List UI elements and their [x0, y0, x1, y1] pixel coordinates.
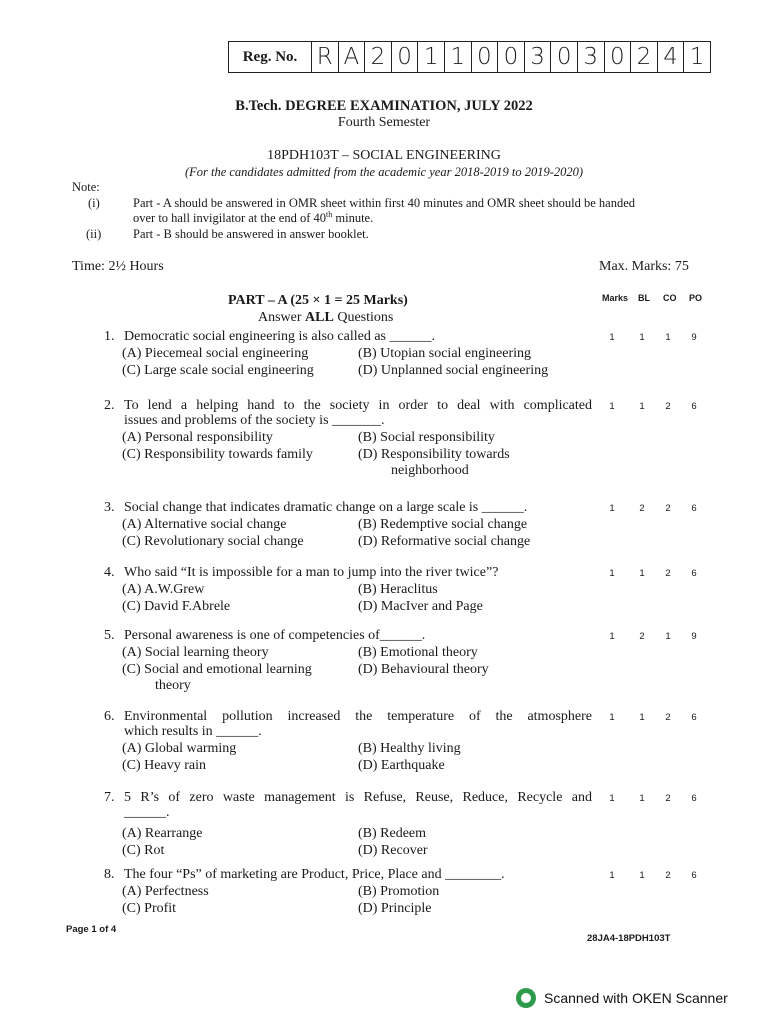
option-d: (D) Earthquake — [358, 758, 445, 773]
note-1-num: (i) — [88, 196, 100, 210]
paper-code: 28JA4-18PDH103T — [587, 933, 671, 944]
marks-value: 1 — [609, 631, 615, 642]
bl-value: 1 — [639, 870, 645, 881]
page-number: Page 1 of 4 — [66, 924, 117, 935]
po-value: 6 — [691, 870, 697, 881]
question-number: 3. — [104, 500, 115, 515]
co-value: 2 — [665, 401, 671, 412]
question-text: Social change that indicates dramatic change on a large scale is ______. — [124, 500, 528, 515]
question-text: Personal awareness is one of competencies of______. — [124, 628, 426, 643]
po-value: 6 — [691, 401, 697, 412]
scanner-prefix: Scanned with — [544, 990, 629, 1006]
bl-value: 1 — [639, 332, 645, 343]
option-c: (C) Profit — [122, 901, 177, 916]
note-label: Note: — [72, 180, 100, 194]
reg-char: 3 — [578, 42, 605, 72]
course-title: 18PDH103T – SOCIAL ENGINEERING — [267, 148, 501, 163]
question-text: Environmental pollution increased the temperature of the atmosphere — [124, 709, 592, 724]
option-d: (D) Principle — [358, 901, 432, 916]
option-a: (A) Alternative social change — [122, 517, 287, 532]
question-number: 7. — [104, 790, 115, 805]
co-value: 2 — [665, 793, 671, 804]
co-value: 1 — [665, 332, 671, 343]
option-a: (A) A.W.Grew — [122, 582, 205, 597]
option-d: (D) Reformative social change — [358, 534, 531, 549]
question-number: 8. — [104, 867, 115, 882]
question-text: issues and problems of the society is _______. — [124, 413, 385, 428]
question-text: which results in ______. — [124, 724, 262, 739]
bl-value: 1 — [639, 401, 645, 412]
co-value: 2 — [665, 503, 671, 514]
option-b: (B) Heraclitus — [358, 582, 438, 597]
option-d-cont: neighborhood — [391, 463, 469, 478]
marks-value: 1 — [609, 503, 615, 514]
scanner-brand: OKEN Scanner — [632, 990, 728, 1006]
option-b: (B) Healthy living — [358, 741, 461, 756]
option-c: (C) Large scale social engineering — [122, 363, 314, 378]
option-b: (B) Utopian social engineering — [358, 346, 532, 361]
question-text: ______. — [124, 805, 170, 820]
reg-cells — [312, 42, 710, 72]
option-c: (C) Responsibility towards family — [122, 447, 313, 462]
marks-value: 1 — [609, 870, 615, 881]
option-d: (D) Behavioural theory — [358, 662, 489, 677]
po-value: 9 — [691, 631, 697, 642]
reg-char: 4 — [658, 42, 685, 72]
option-c: (C) David F.Abrele — [122, 599, 231, 614]
option-a: (A) Global warming — [122, 741, 237, 756]
option-b: (B) Redeem — [358, 826, 427, 841]
col-header-po: PO — [689, 293, 703, 303]
question-number: 5. — [104, 628, 115, 643]
option-d: (D) Responsibility towards — [358, 447, 510, 462]
po-value: 6 — [691, 793, 697, 804]
reg-number-box — [228, 41, 711, 73]
reg-char: 0 — [551, 42, 578, 72]
col-header-marks: Marks — [602, 293, 629, 303]
option-c: (C) Heavy rain — [122, 758, 206, 773]
bl-value: 1 — [639, 793, 645, 804]
reg-char: A — [339, 42, 366, 72]
question-text: The four “Ps” of marketing are Product, Price, Place and ________. — [124, 867, 505, 882]
question-text: Democratic social engineering is also called as ______. — [124, 329, 436, 344]
reg-char: 2 — [365, 42, 392, 72]
note-1-line1: Part - A should be answered in OMR sheet within first 40 minutes and OMR sheet should be handed — [133, 196, 636, 210]
option-c: (C) Rot — [122, 843, 165, 858]
po-value: 9 — [691, 332, 697, 343]
co-value: 2 — [665, 568, 671, 579]
option-d: (D) Unplanned social engineering — [358, 363, 549, 378]
time-allowed: Time: 2½ Hours — [72, 259, 164, 274]
reg-char: R — [312, 42, 339, 72]
reg-char: 2 — [631, 42, 658, 72]
marks-value: 1 — [609, 332, 615, 343]
question-text: Who said “It is impossible for a man to jump into the river twice”? — [124, 565, 499, 580]
bl-value: 1 — [639, 712, 645, 723]
reg-char: 0 — [498, 42, 525, 72]
option-d: (D) MacIver and Page — [358, 599, 483, 614]
part-instruction: Answer ALL Questions — [258, 310, 394, 325]
bl-value: 1 — [639, 568, 645, 579]
co-value: 1 — [665, 631, 671, 642]
part-title: PART – A (25 × 1 = 25 Marks) — [228, 293, 408, 308]
semester: Fourth Semester — [337, 115, 431, 130]
note-1-line2: over to hall invigilator at the end of 40th minute. — [133, 210, 374, 226]
exam-title: B.Tech. DEGREE EXAMINATION, JULY 2022 — [235, 98, 533, 114]
reg-char: 0 — [605, 42, 632, 72]
marks-value: 1 — [609, 568, 615, 579]
po-value: 6 — [691, 712, 697, 723]
option-c: (C) Social and emotional learning — [122, 662, 312, 677]
question-number: 4. — [104, 565, 115, 580]
reg-char: 1 — [689, 44, 705, 70]
note-2-line1: Part - B should be answered in answer booklet. — [133, 227, 369, 241]
col-header-bl: BL — [638, 293, 650, 303]
po-value: 6 — [691, 568, 697, 579]
reg-char: 0 — [392, 42, 419, 72]
option-a: (A) Rearrange — [122, 826, 203, 841]
scanner-watermark — [516, 988, 728, 1008]
reg-char: 3 — [525, 42, 552, 72]
scanner-logo-icon — [516, 988, 536, 1008]
bl-value: 2 — [639, 503, 645, 514]
max-marks: Max. Marks: 75 — [599, 259, 689, 274]
marks-value: 1 — [609, 401, 615, 412]
option-b: (B) Promotion — [358, 884, 440, 899]
option-a: (A) Perfectness — [122, 884, 209, 899]
col-header-co: CO — [663, 293, 677, 303]
co-value: 2 — [665, 712, 671, 723]
option-b: (B) Social responsibility — [358, 430, 495, 445]
question-number: 2. — [104, 398, 115, 413]
option-d: (D) Recover — [358, 843, 428, 858]
option-c-cont: theory — [155, 678, 191, 693]
question-number: 1. — [104, 329, 115, 344]
question-number: 6. — [104, 709, 115, 724]
reg-char: 1 — [418, 42, 445, 72]
marks-value: 1 — [609, 793, 615, 804]
option-a: (A) Social learning theory — [122, 645, 269, 660]
question-text: 5 R’s of zero waste management is Refuse, Reuse, Reduce, Recycle and — [124, 790, 592, 805]
bl-value: 2 — [639, 631, 645, 642]
option-a: (A) Personal responsibility — [122, 430, 273, 445]
candidates-note: (For the candidates admitted from the academic year 2018-2019 to 2019-2020) — [184, 165, 584, 179]
question-text: To lend a helping hand to the society in order to deal with complicated — [124, 398, 592, 413]
co-value: 2 — [665, 870, 671, 881]
option-c: (C) Revolutionary social change — [122, 534, 304, 549]
reg-char: 1 — [445, 42, 472, 72]
reg-char: 0 — [472, 42, 499, 72]
reg-label: Reg. No. — [229, 42, 312, 72]
option-b: (B) Emotional theory — [358, 645, 478, 660]
option-a: (A) Piecemeal social engineering — [122, 346, 309, 361]
po-value: 6 — [691, 503, 697, 514]
option-b: (B) Redemptive social change — [358, 517, 528, 532]
marks-value: 1 — [609, 712, 615, 723]
note-2-num: (ii) — [86, 227, 102, 241]
